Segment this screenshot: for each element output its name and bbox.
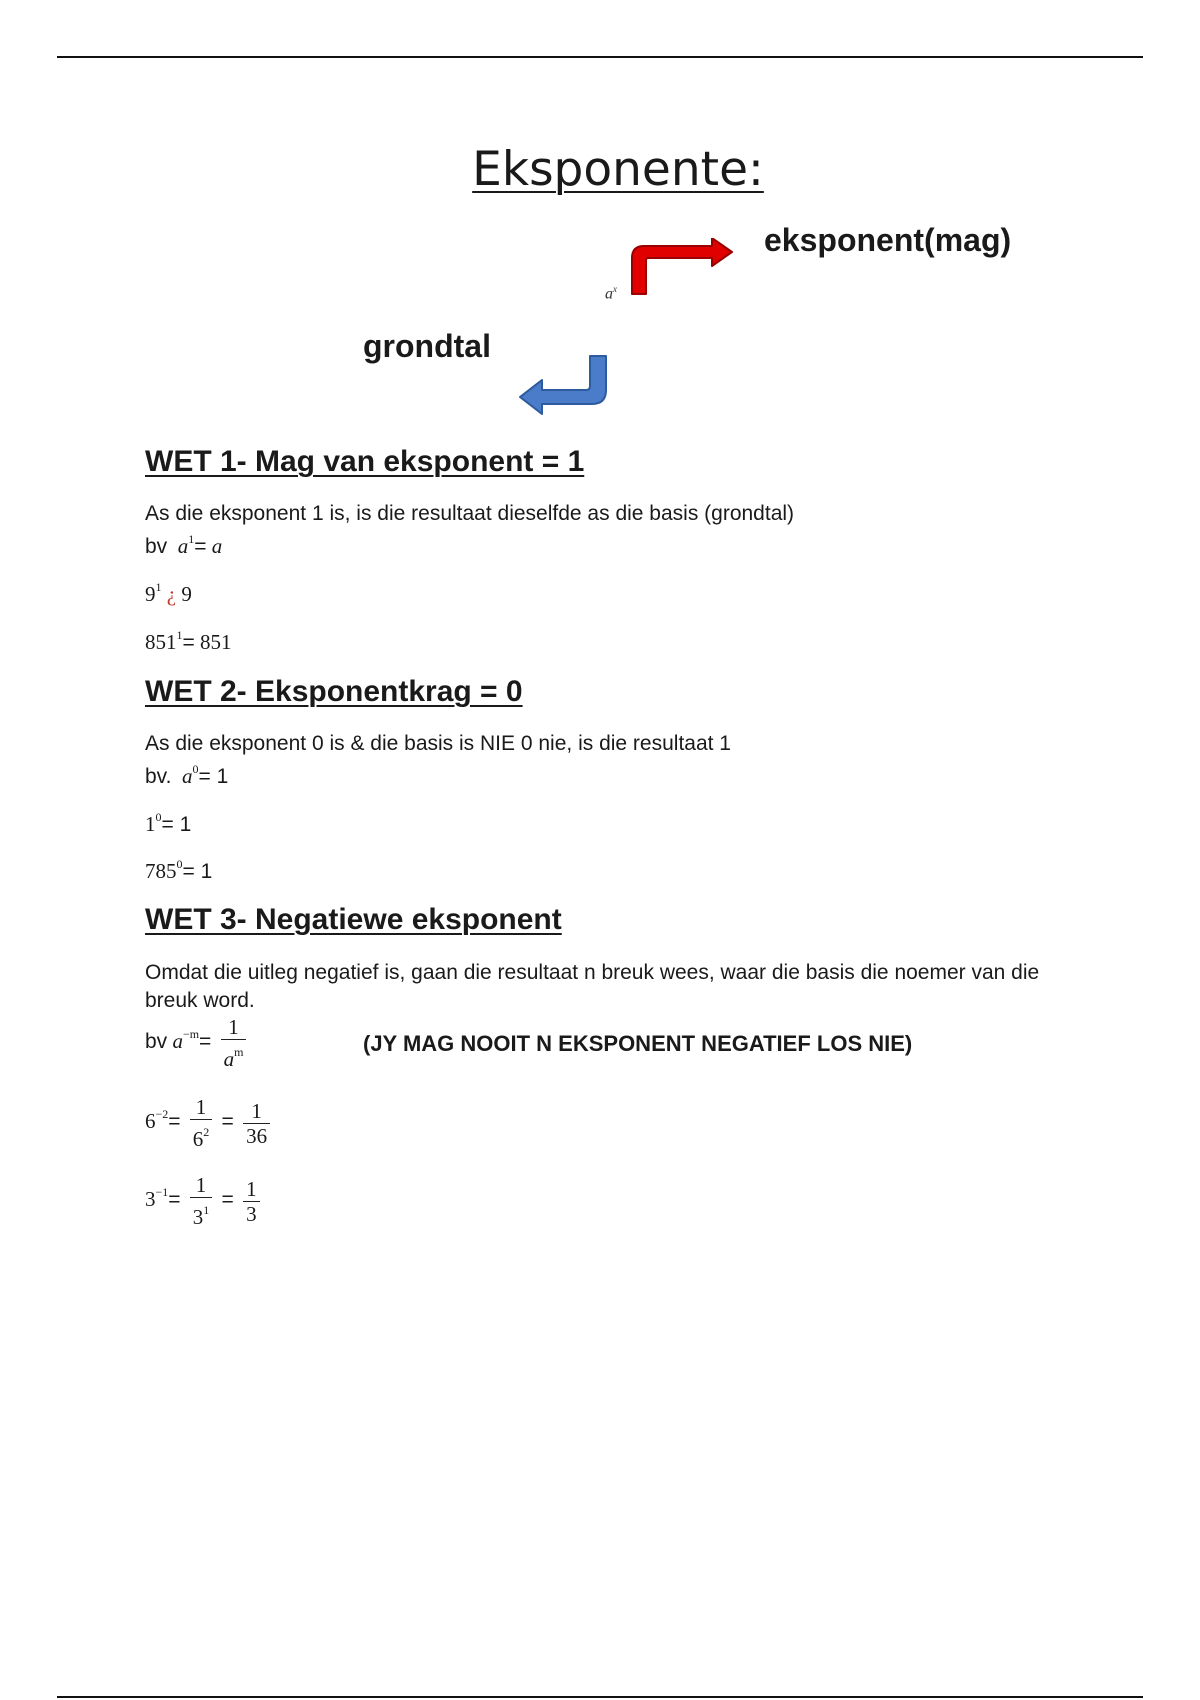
law2-example-1: $1^0= 1$ [145, 810, 192, 836]
fraction: $\frac{1}{3}$ [243, 1177, 260, 1226]
base-label: grondtal [363, 328, 491, 364]
law2-example-785: $785^0= 1$ [145, 857, 213, 883]
law2-example: bv. $a^0= 1$ [145, 762, 229, 788]
page-title: Eksponente: [472, 142, 764, 197]
fraction: $\frac{1}{a^m}$ [221, 1015, 247, 1071]
exponent-arrow-icon [628, 238, 738, 296]
base-arrow-icon [516, 354, 610, 416]
law1-description: As die eksponent 1 is, is die resultaat dieselfde as die basis (grondtal) [145, 502, 795, 525]
exponent-label: eksponent(mag) [764, 222, 1012, 258]
law3-heading: WET 3- Negatiewe eksponent [145, 903, 562, 936]
law3-description: Omdat die uitleg negatief is, gaan die resultaat n breuk wees, waar die basis die noemer van die breuk word. [145, 961, 1040, 1012]
law3-example-3: $3^{-1}=$ $\frac{1}{3^1}$ = $\frac{1}{3}$ [145, 1173, 264, 1229]
law1-heading: WET 1- Mag van eksponent = 1 [145, 445, 585, 478]
law3-example-6: $6^{-2}=$ $\frac{1}{6^2}$ = $\frac{1}{36}$ [145, 1095, 274, 1151]
law3-note: (JY MAG NOOIT N EKSPONENT NEGATIEF LOS NIE) [363, 1031, 913, 1056]
fraction: $\frac{1}{6^2}$ [190, 1095, 213, 1151]
law1-example-9: $9^1$ ¿ 9 [145, 580, 192, 606]
fraction: $\frac{1}{36}$ [243, 1099, 270, 1148]
bottom-rule [57, 1696, 1143, 1698]
law1-example-851: $851^1= 851$ [145, 628, 232, 654]
law3-example: bv $a^{-m}=$ $\frac{1}{a^m}$ [145, 1015, 250, 1071]
top-rule [57, 56, 1143, 58]
expression-a-x: $a^x$ [605, 284, 617, 303]
law1-example: bv $a^1= a$ [145, 532, 223, 558]
law2-description: As die eksponent 0 is & die basis is NIE 0 nie, is die resultaat 1 [145, 732, 731, 755]
law2-heading: WET 2- Eksponentkrag = 0 [145, 675, 523, 708]
fraction: $\frac{1}{3^1}$ [190, 1173, 213, 1229]
